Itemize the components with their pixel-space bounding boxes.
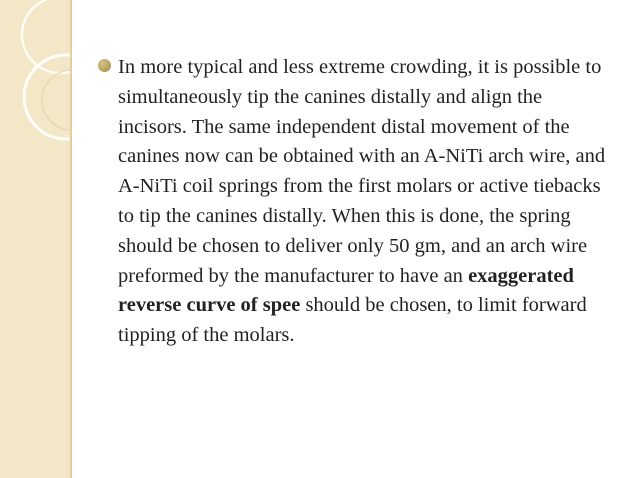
content-area — [96, 53, 616, 351]
bullet-icon — [98, 59, 111, 72]
bullet-paragraph — [118, 53, 616, 351]
paragraph-text-part2: should be chosen, to limit forward tipping of the molars. — [118, 294, 587, 347]
paragraph-bold-phrase: exaggerated reverse curve of spee — [118, 264, 574, 317]
bullet-item — [96, 53, 616, 351]
paragraph-text-part1: In more typical and less extreme crowding, it is possible to simultaneously tip the canines distally and align the incisors. The same independent distal movement of the canines now can be obtained with an A-NiTi arch wire, and A-NiTi coil springs from the first molars or active tiebacks to tip the canines distally. When this is done, the spring should be chosen to deliver only 50 gm, and an arch wire preformed by the manufacturer to have an — [118, 56, 606, 287]
decorative-sidebar — [0, 0, 70, 478]
sidebar-divider — [70, 0, 72, 478]
decorative-circles-graphic — [0, 0, 70, 478]
